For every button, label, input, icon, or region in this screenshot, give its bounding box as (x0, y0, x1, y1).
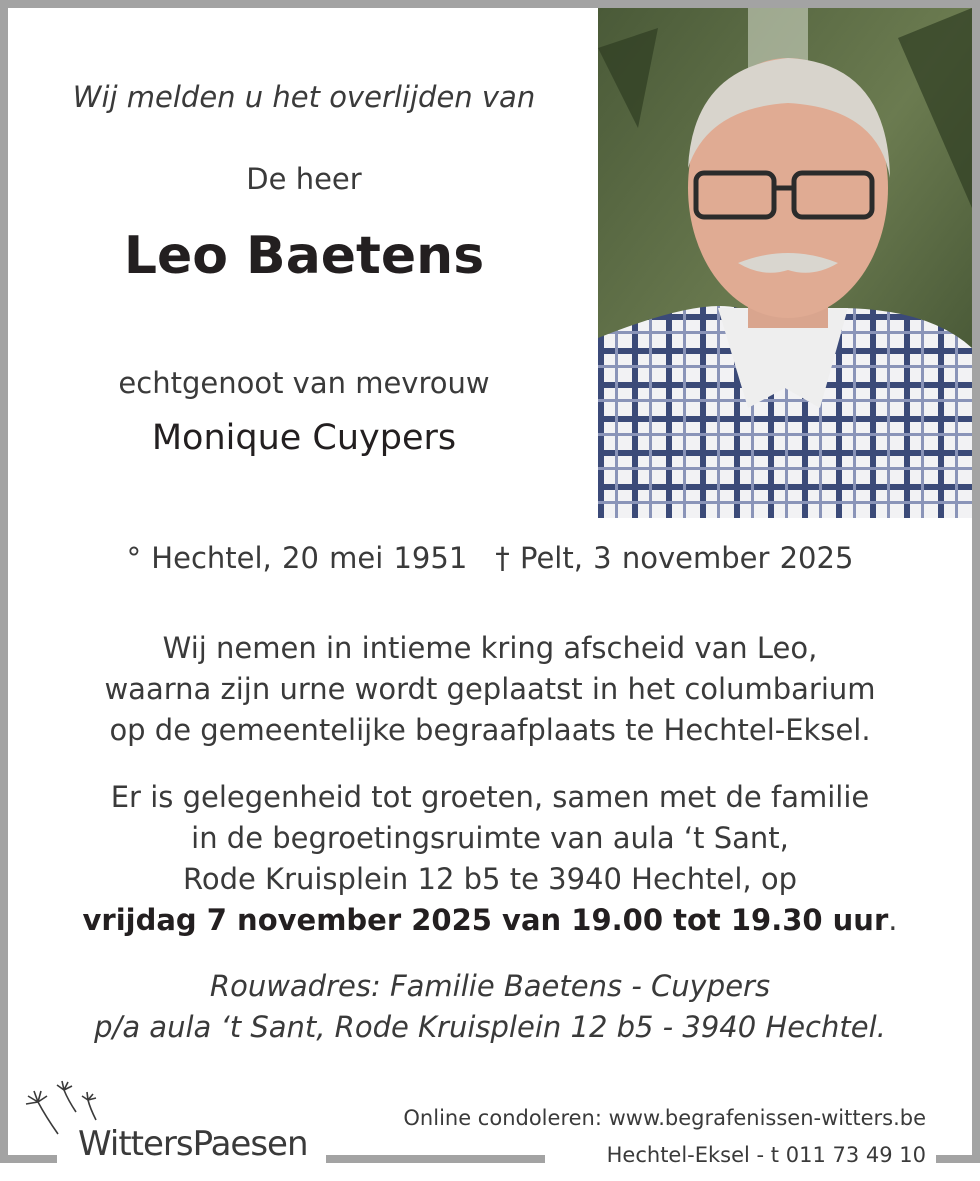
frame-top (0, 0, 980, 8)
intro-line: Wij melden u het overlijden van (72, 80, 536, 114)
contact-info: Hechtel-Eksel - t 011 73 49 10 (606, 1143, 926, 1167)
mourning-address (20, 966, 960, 1048)
portrait-photo (598, 8, 972, 518)
visitation-paragraph (20, 777, 960, 941)
life-dates (20, 541, 960, 575)
online-condolence: Online condoleren: www.begrafenissen-witters.be (403, 1106, 926, 1130)
death-date: † Pelt, 3 november 2025 (495, 541, 854, 575)
paragraph-line: in de begroetingsruimte van aula ‘t Sant, (191, 821, 789, 855)
deceased-name: Leo Baetens (123, 226, 485, 286)
paragraph-line: p/a aula ‘t Sant, Rode Kruisplein 12 b5 - 3940 Hechtel. (94, 1010, 886, 1044)
visitation-period: . (888, 903, 898, 937)
spouse-label: echtgenoot van mevrouw (118, 366, 490, 400)
funeral-home-logo-text: WittersPaesen (78, 1124, 308, 1164)
birth-date: ° Hechtel, 20 mei 1951 (126, 541, 468, 575)
visitation-datetime: vrijdag 7 november 2025 van 19.00 tot 19.30 uur (82, 903, 889, 937)
paragraph-line: Rode Kruisplein 12 b5 te 3940 Hechtel, op (183, 862, 797, 896)
paragraph-line: Er is gelegenheid tot groeten, samen met de familie (110, 780, 870, 814)
spouse-name: Monique Cuypers (151, 418, 457, 458)
frame-left (0, 0, 8, 1158)
paragraph-line: waarna zijn urne wordt geplaatst in het columbarium (104, 672, 876, 706)
paragraph-line: Wij nemen in intieme kring afscheid van Leo, (162, 631, 818, 665)
frame-right (972, 0, 980, 1158)
ceremony-paragraph (20, 628, 960, 751)
paragraph-line: op de gemeentelijke begraafplaats te Hechtel-Eksel. (109, 713, 871, 747)
bottom-rule-middle (326, 1155, 545, 1163)
visitation-datetime-line (20, 900, 960, 941)
honorific: De heer (246, 162, 362, 196)
paragraph-line: Rouwadres: Familie Baetens - Cuypers (209, 969, 771, 1003)
bottom-rule-right (936, 1155, 980, 1163)
